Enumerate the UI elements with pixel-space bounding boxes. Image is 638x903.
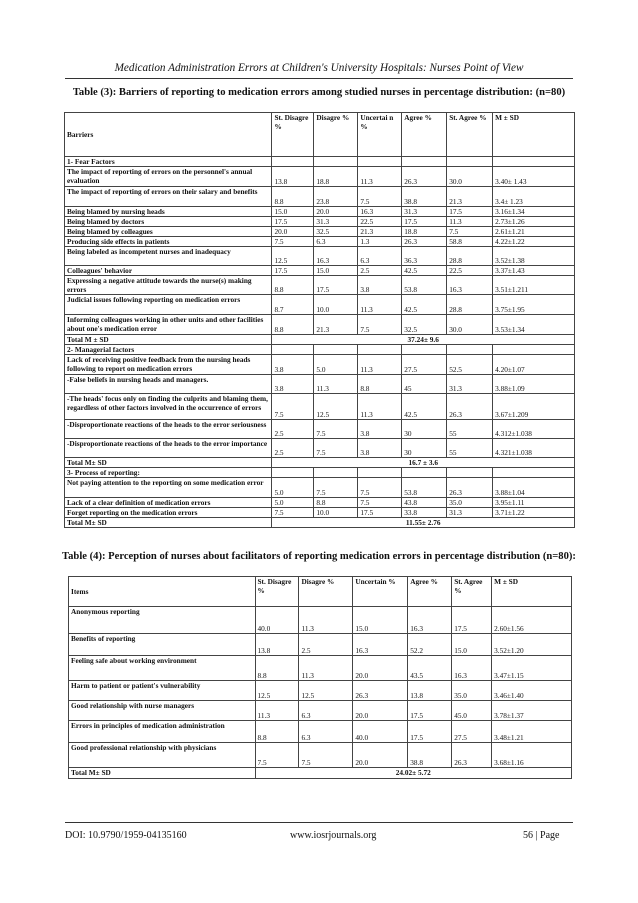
value-cell: 3.8 — [358, 439, 402, 458]
table3-column-header: St. Agree % — [447, 113, 493, 157]
value-cell: 5.0 — [272, 478, 314, 498]
value-cell: 28.8 — [447, 247, 493, 266]
value-cell: 30 — [402, 439, 447, 458]
table4-row-data — [69, 607, 572, 634]
value-cell: 43.8 — [402, 498, 447, 508]
table3-row-data — [65, 167, 575, 187]
value-cell: 4.312±1.038 — [493, 420, 575, 439]
value-cell: 3.95±1.11 — [493, 498, 575, 508]
value-cell: 3.4± 1.23 — [493, 187, 575, 207]
row-label: -False beliefs in nursing heads and managers. — [65, 375, 272, 394]
value-cell: 11.3 — [358, 394, 402, 420]
value-cell: 32.5 — [314, 227, 358, 237]
value-cell: 13.8 — [408, 681, 452, 701]
value-cell: 26.3 — [353, 681, 408, 701]
value-cell: 27.5 — [402, 355, 447, 375]
value-cell: 3.78±1.37 — [492, 701, 572, 721]
value-cell: 45 — [402, 375, 447, 394]
value-cell: 45.0 — [452, 701, 492, 721]
table3-row-data — [65, 247, 575, 266]
table3-row-data — [65, 355, 575, 375]
value-cell: 2.61±1.21 — [493, 227, 575, 237]
value-cell: 3.52±1.38 — [493, 247, 575, 266]
value-cell: 5.0 — [272, 498, 314, 508]
row-label: -Disproportionate reactions of the heads to the error seriousness — [65, 420, 272, 439]
empty-cell — [272, 345, 314, 355]
row-label: Producing side effects in patients — [65, 237, 272, 247]
empty-cell — [314, 345, 358, 355]
total-label: Total M± SD — [65, 458, 272, 468]
value-cell: 8.8 — [272, 187, 314, 207]
value-cell: 8.8 — [314, 498, 358, 508]
value-cell: 2.5 — [272, 439, 314, 458]
value-cell: 7.5 — [447, 227, 493, 237]
value-cell: 7.5 — [255, 743, 299, 768]
total-value: 37.24± 9.6 — [272, 335, 575, 345]
table3-row-data — [65, 508, 575, 518]
value-cell: 13.8 — [255, 634, 299, 656]
value-cell: 3.16±1.34 — [493, 207, 575, 217]
value-cell: 3.68±1.16 — [492, 743, 572, 768]
value-cell: 11.3 — [447, 217, 493, 227]
table3-column-header: Disagre % — [314, 113, 358, 157]
value-cell: 11.3 — [358, 167, 402, 187]
table4-row-data — [69, 721, 572, 743]
value-cell: 16.3 — [358, 207, 402, 217]
value-cell: 15.0 — [272, 207, 314, 217]
table4-column-header: Agree % — [408, 577, 452, 607]
empty-cell — [402, 468, 447, 478]
value-cell: 3.88±1.04 — [493, 478, 575, 498]
table3-header-row — [65, 113, 575, 157]
table4-column-header: St. Agree % — [452, 577, 492, 607]
value-cell: 8.7 — [272, 295, 314, 315]
value-cell: 52.5 — [447, 355, 493, 375]
value-cell: 6.3 — [299, 701, 353, 721]
value-cell: 3.67±1.209 — [493, 394, 575, 420]
value-cell: 3.8 — [272, 355, 314, 375]
value-cell: 7.5 — [358, 187, 402, 207]
row-label: Errors in principles of medication administration — [69, 721, 256, 743]
value-cell: 20.0 — [353, 656, 408, 681]
value-cell: 11.3 — [299, 656, 353, 681]
value-cell: 42.5 — [402, 394, 447, 420]
value-cell: 13.8 — [272, 167, 314, 187]
value-cell: 12.5 — [272, 247, 314, 266]
empty-cell — [447, 157, 493, 167]
value-cell: 2.5 — [272, 420, 314, 439]
table3-column-header: Agree % — [402, 113, 447, 157]
value-cell: 23.8 — [314, 187, 358, 207]
value-cell: 7.5 — [358, 315, 402, 335]
value-cell: 11.3 — [255, 701, 299, 721]
empty-cell — [272, 468, 314, 478]
row-label: Anonymous reporting — [69, 607, 256, 634]
value-cell: 40.0 — [255, 607, 299, 634]
table3-row-data — [65, 375, 575, 394]
value-cell: 10.0 — [314, 295, 358, 315]
row-label: Expressing a negative attitude towards the nurse(s) making errors — [65, 276, 272, 295]
empty-cell — [493, 157, 575, 167]
value-cell: 18.8 — [402, 227, 447, 237]
table3-row-data — [65, 237, 575, 247]
table3-row-data — [65, 394, 575, 420]
value-cell: 2.73±1.26 — [493, 217, 575, 227]
value-cell: 26.3 — [447, 478, 493, 498]
section-label: 2- Managerial factors — [65, 345, 272, 355]
value-cell: 18.8 — [314, 167, 358, 187]
value-cell: 8.8 — [358, 375, 402, 394]
value-cell: 3.8 — [272, 375, 314, 394]
value-cell: 38.8 — [402, 187, 447, 207]
table3-row-total — [65, 458, 575, 468]
empty-cell — [358, 468, 402, 478]
empty-cell — [402, 157, 447, 167]
value-cell: 3.37±1.43 — [493, 266, 575, 276]
value-cell: 17.5 — [272, 266, 314, 276]
table4-column-header: St. Disagre % — [255, 577, 299, 607]
table3-row-section — [65, 468, 575, 478]
total-value: 11.55± 2.76 — [272, 518, 575, 528]
value-cell: 3.53±1.34 — [493, 315, 575, 335]
value-cell: 7.5 — [299, 743, 353, 768]
value-cell: 40.0 — [353, 721, 408, 743]
value-cell: 43.5 — [408, 656, 452, 681]
row-label: Being labeled as incompetent nurses and inadequacy — [65, 247, 272, 266]
value-cell: 4.20±1.07 — [493, 355, 575, 375]
value-cell: 53.8 — [402, 478, 447, 498]
value-cell: 20.0 — [272, 227, 314, 237]
value-cell: 31.3 — [402, 207, 447, 217]
footer-page-number: 56 | Page — [523, 830, 560, 841]
table4-header-row — [69, 577, 572, 607]
value-cell: 30.0 — [447, 167, 493, 187]
table4-facilitators — [68, 576, 572, 779]
total-value: 24.02± 5.72 — [255, 768, 572, 779]
value-cell: 3.51±1.211 — [493, 276, 575, 295]
value-cell: 36.3 — [402, 247, 447, 266]
value-cell: 7.5 — [314, 420, 358, 439]
table4-caption: Table (4): Perception of nurses about facilitators of reporting medication errors in percentage distribution (n=80): — [62, 551, 576, 562]
row-label: Harm to patient or patient's vulnerability — [69, 681, 256, 701]
empty-cell — [402, 345, 447, 355]
footer-rule — [65, 822, 573, 823]
value-cell: 8.8 — [272, 315, 314, 335]
value-cell: 3.8 — [358, 420, 402, 439]
value-cell: 11.3 — [358, 295, 402, 315]
value-cell: 33.8 — [402, 508, 447, 518]
table3-row-data — [65, 217, 575, 227]
value-cell: 30.0 — [447, 315, 493, 335]
value-cell: 58.8 — [447, 237, 493, 247]
table4-column-header: M ± SD — [492, 577, 572, 607]
total-label: Total M± SD — [65, 518, 272, 528]
value-cell: 2.5 — [299, 634, 353, 656]
table3-column-header: Barriers — [65, 113, 272, 157]
value-cell: 3.71±1.22 — [493, 508, 575, 518]
value-cell: 26.3 — [452, 743, 492, 768]
value-cell: 52.2 — [408, 634, 452, 656]
table4-row-total — [69, 768, 572, 779]
row-label: Forget reporting on the medication errors — [65, 508, 272, 518]
empty-cell — [447, 345, 493, 355]
value-cell: 16.3 — [408, 607, 452, 634]
value-cell: 55 — [447, 439, 493, 458]
value-cell: 55 — [447, 420, 493, 439]
value-cell: 12.5 — [299, 681, 353, 701]
value-cell: 17.5 — [452, 607, 492, 634]
value-cell: 17.5 — [408, 701, 452, 721]
value-cell: 4.321±1.038 — [493, 439, 575, 458]
value-cell: 28.8 — [447, 295, 493, 315]
section-label: 1- Fear Factors — [65, 157, 272, 167]
value-cell: 17.5 — [447, 207, 493, 217]
table3-column-header: M ± SD — [493, 113, 575, 157]
table3-caption: Table (3): Barriers of reporting to medication errors among studied nurses in percentage distribution: (n=80) — [72, 87, 566, 98]
value-cell: 2.5 — [358, 266, 402, 276]
row-label: Being blamed by colleagues — [65, 227, 272, 237]
value-cell: 5.0 — [314, 355, 358, 375]
value-cell: 20.0 — [353, 701, 408, 721]
running-header: Medication Administration Errors at Children's University Hospitals: Nurses Point of View — [114, 62, 524, 74]
value-cell: 16.3 — [447, 276, 493, 295]
table3-row-data — [65, 276, 575, 295]
value-cell: 20.0 — [353, 743, 408, 768]
table3-row-data — [65, 207, 575, 217]
table4-row-data — [69, 656, 572, 681]
empty-cell — [358, 345, 402, 355]
value-cell: 17.5 — [402, 217, 447, 227]
row-label: Informing colleagues working in other units and other facilities about one's medication error — [65, 315, 272, 335]
section-label: 3- Process of reporting: — [65, 468, 272, 478]
footer-doi: DOI: 10.9790/1959-04135160 — [65, 830, 187, 841]
table4-column-header: Disagre % — [299, 577, 353, 607]
table4-column-header: Uncertain % — [353, 577, 408, 607]
row-label: -Disproportionate reactions of the heads to the error importance — [65, 439, 272, 458]
total-label: Total M± SD — [69, 768, 256, 779]
value-cell: 10.0 — [314, 508, 358, 518]
row-label: Lack of receiving positive feedback from the nursing heads following to report on medication errors — [65, 355, 272, 375]
table3-row-data — [65, 187, 575, 207]
value-cell: 7.5 — [358, 478, 402, 498]
row-label: Not paying attention to the reporting on some medication error — [65, 478, 272, 498]
row-label: Good relationship with nurse managers — [69, 701, 256, 721]
value-cell: 3.75±1.95 — [493, 295, 575, 315]
table3-column-header: Uncertai n % — [358, 113, 402, 157]
table3-row-data — [65, 420, 575, 439]
empty-cell — [358, 157, 402, 167]
empty-cell — [272, 157, 314, 167]
value-cell: 7.5 — [358, 498, 402, 508]
row-label: The impact of reporting of errors on the personnel's annual evaluation — [65, 167, 272, 187]
table3-row-section — [65, 345, 575, 355]
value-cell: 6.3 — [358, 247, 402, 266]
empty-cell — [314, 468, 358, 478]
row-label: Feeling safe about working environment — [69, 656, 256, 681]
value-cell: 38.8 — [408, 743, 452, 768]
value-cell: 3.88±1.09 — [493, 375, 575, 394]
value-cell: 1.3 — [358, 237, 402, 247]
value-cell: 7.5 — [272, 508, 314, 518]
value-cell: 31.3 — [314, 217, 358, 227]
value-cell: 16.3 — [314, 247, 358, 266]
value-cell: 12.5 — [314, 394, 358, 420]
value-cell: 3.48±1.21 — [492, 721, 572, 743]
value-cell: 26.3 — [402, 167, 447, 187]
value-cell: 7.5 — [314, 439, 358, 458]
value-cell: 3.46±1.40 — [492, 681, 572, 701]
empty-cell — [314, 157, 358, 167]
row-label: -The heads' focus only on finding the culprits and blaming them, regardless of other factors involved in the occurrence of errors — [65, 394, 272, 420]
table4-row-data — [69, 701, 572, 721]
value-cell: 17.5 — [408, 721, 452, 743]
empty-cell — [493, 468, 575, 478]
value-cell: 32.5 — [402, 315, 447, 335]
value-cell: 21.3 — [358, 227, 402, 237]
row-label: Being blamed by doctors — [65, 217, 272, 227]
table4-row-data — [69, 681, 572, 701]
table4-row-data — [69, 634, 572, 656]
value-cell: 3.40± 1.43 — [493, 167, 575, 187]
table3-row-data — [65, 295, 575, 315]
row-label: Good professional relationship with physicians — [69, 743, 256, 768]
value-cell: 15.0 — [353, 607, 408, 634]
value-cell: 17.5 — [358, 508, 402, 518]
value-cell: 16.3 — [452, 656, 492, 681]
total-label: Total M ± SD — [65, 335, 272, 345]
value-cell: 22.5 — [447, 266, 493, 276]
value-cell: 17.5 — [272, 217, 314, 227]
table3-row-data — [65, 498, 575, 508]
value-cell: 2.60±1.56 — [492, 607, 572, 634]
value-cell: 35.0 — [447, 498, 493, 508]
row-label: Benefits of reporting — [69, 634, 256, 656]
value-cell: 21.3 — [314, 315, 358, 335]
value-cell: 27.5 — [452, 721, 492, 743]
value-cell: 22.5 — [358, 217, 402, 227]
table4-column-header: Items — [69, 577, 256, 607]
table3-row-section — [65, 157, 575, 167]
table3-row-data — [65, 315, 575, 335]
value-cell: 11.3 — [314, 375, 358, 394]
value-cell: 53.8 — [402, 276, 447, 295]
row-label: Judicial issues following reporting on medication errors — [65, 295, 272, 315]
value-cell: 21.3 — [447, 187, 493, 207]
value-cell: 3.47±1.15 — [492, 656, 572, 681]
table3-row-total — [65, 335, 575, 345]
value-cell: 8.8 — [272, 276, 314, 295]
value-cell: 8.8 — [255, 721, 299, 743]
value-cell: 8.8 — [255, 656, 299, 681]
footer-site: www.iosrjournals.org — [290, 830, 377, 841]
value-cell: 26.3 — [402, 237, 447, 247]
table3-row-data — [65, 266, 575, 276]
value-cell: 31.3 — [447, 375, 493, 394]
row-label: Being blamed by nursing heads — [65, 207, 272, 217]
value-cell: 3.8 — [358, 276, 402, 295]
value-cell: 6.3 — [314, 237, 358, 247]
value-cell: 15.0 — [452, 634, 492, 656]
value-cell: 3.52±1.20 — [492, 634, 572, 656]
row-label: Colleagues' behavior — [65, 266, 272, 276]
value-cell: 26.3 — [447, 394, 493, 420]
value-cell: 16.3 — [353, 634, 408, 656]
table3-column-header: St. Disagre % — [272, 113, 314, 157]
table4-row-data — [69, 743, 572, 768]
value-cell: 4.22±1.22 — [493, 237, 575, 247]
table3-barriers — [64, 112, 575, 528]
total-value: 16.7 ± 3.6 — [272, 458, 575, 468]
table3-row-data — [65, 439, 575, 458]
value-cell: 42.5 — [402, 266, 447, 276]
value-cell: 30 — [402, 420, 447, 439]
value-cell: 42.5 — [402, 295, 447, 315]
value-cell: 7.5 — [272, 394, 314, 420]
value-cell: 15.0 — [314, 266, 358, 276]
value-cell: 17.5 — [314, 276, 358, 295]
table3-row-total — [65, 518, 575, 528]
value-cell: 11.3 — [299, 607, 353, 634]
header-rule — [65, 78, 573, 79]
value-cell: 6.3 — [299, 721, 353, 743]
empty-cell — [447, 468, 493, 478]
value-cell: 35.0 — [452, 681, 492, 701]
value-cell: 12.5 — [255, 681, 299, 701]
value-cell: 7.5 — [272, 237, 314, 247]
empty-cell — [493, 345, 575, 355]
value-cell: 31.3 — [447, 508, 493, 518]
value-cell: 20.0 — [314, 207, 358, 217]
table3-row-data — [65, 227, 575, 237]
row-label: Lack of a clear definition of medication errors — [65, 498, 272, 508]
table3-row-data — [65, 478, 575, 498]
value-cell: 7.5 — [314, 478, 358, 498]
value-cell: 11.3 — [358, 355, 402, 375]
row-label: The impact of reporting of errors on their salary and benefits — [65, 187, 272, 207]
